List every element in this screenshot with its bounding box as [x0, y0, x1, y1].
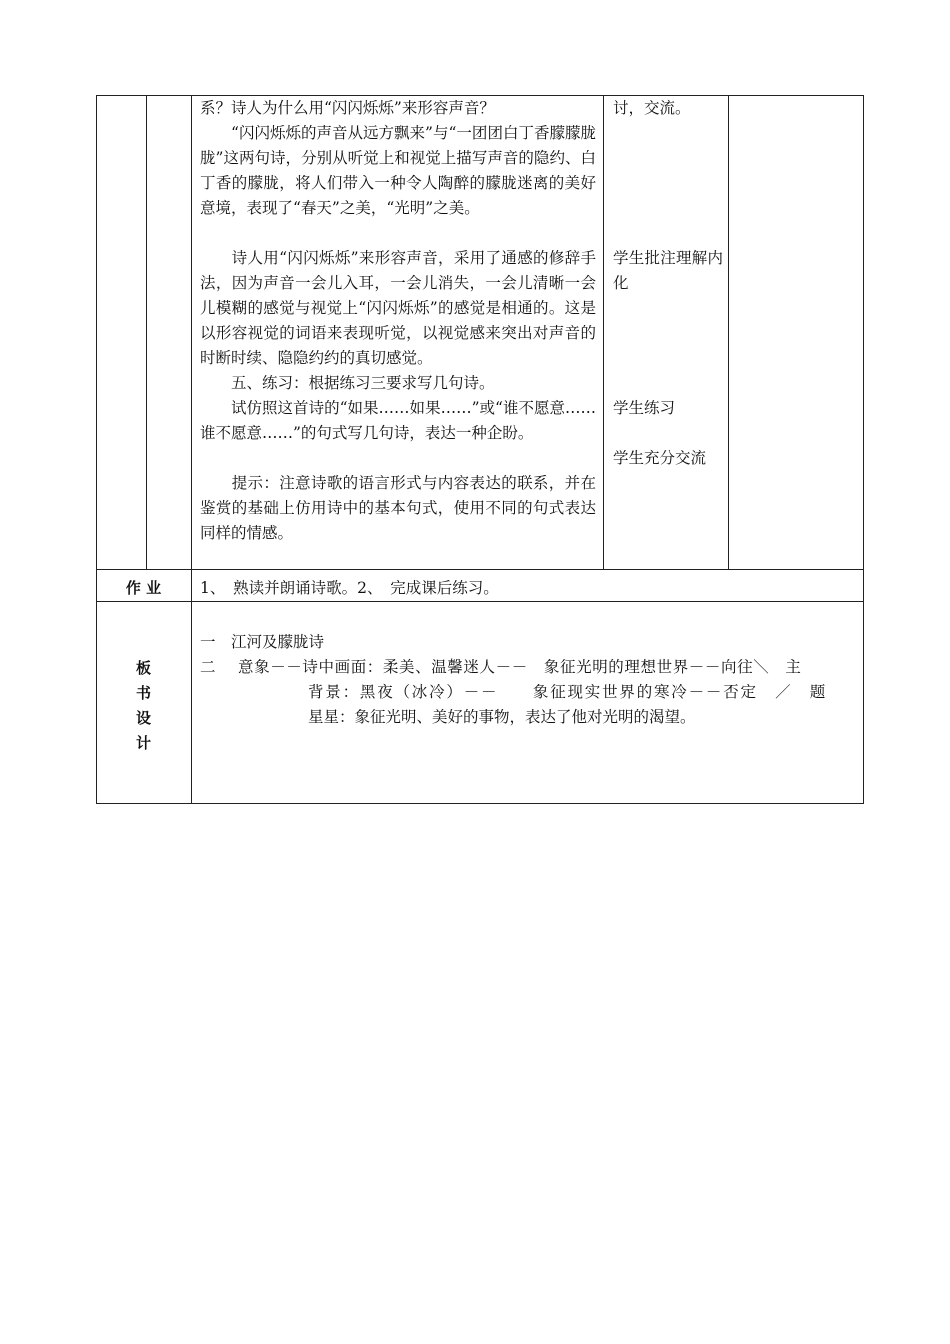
content-paragraph-1: 系？诗人为什么用“闪闪烁烁”来形容声音？ — [200, 99, 495, 117]
homework-label: 作 业 — [125, 579, 162, 597]
board-label-char-3: 设 — [135, 709, 151, 727]
content-paragraph-2: “闪闪烁烁的声音从远方飘来”与“一团团白丁香朦朦胧胧”这两句诗，分别从听觉上和视觉上描写声音的隐约、白丁香的朦胧，将人们带入一种令人陶醉的朦胧迷离的美好意境，表现了“春天”之美，“光明”之美。 — [200, 124, 596, 217]
activity-practice: 学生练习 — [613, 399, 676, 417]
content-paragraph-6: 提示：注意诗歌的语言形式与内容表达的联系，并在鉴赏的基础上仿用诗中的基本句式，使用不同的句式表达同样的情感。 — [200, 474, 596, 542]
column-divider-label — [191, 95, 192, 804]
column-divider-activity — [728, 95, 729, 569]
board-line-3: 背景：黑夜（冰冷）－－ 象征现实世界的寒冷－－否定 ／ 题 — [308, 683, 828, 701]
table-border-bottom — [96, 803, 864, 804]
board-label-char-1: 板 — [135, 659, 151, 677]
board-line-2-prefix: 二 — [200, 658, 216, 676]
homework-row-top — [96, 569, 864, 570]
board-line-2: 意象－－诗中画面：柔美、温馨迷人－－ 象征光明的理想世界－－向往＼ 主 — [238, 658, 802, 676]
activity-share: 学生充分交流 — [613, 449, 707, 467]
board-label-char-4: 计 — [135, 734, 151, 752]
column-divider-1 — [146, 95, 147, 569]
board-line-1: 一 江河及朦胧诗 — [200, 633, 325, 651]
column-divider-content — [603, 95, 604, 569]
activity-annotate: 学生批注理解内化 — [613, 249, 723, 292]
table-border-right — [863, 95, 864, 804]
board-label-char-2: 书 — [135, 684, 151, 702]
content-paragraph-5: 试仿照这首诗的“如果……如果……”或“谁不愿意……谁不愿意……”的句式写几句诗，表达一种企盼。 — [200, 399, 596, 442]
activity-discuss: 讨，交流。 — [613, 99, 691, 117]
content-paragraph-3: 诗人用“闪闪烁烁”来形容声音，采用了通感的修辞手法，因为声音一会儿入耳，一会儿消失，一会儿清晰一会儿模糊的感觉与视觉上“闪闪烁烁”的感觉是相通的。这是以形容视觉的词语来表现听觉，以视觉感来突出对声音的时断时续、隐隐约约的真切感觉。 — [200, 249, 596, 367]
content-paragraph-4: 五、练习：根据练习三要求写几句诗。 — [200, 374, 495, 392]
board-row-top — [96, 601, 864, 602]
homework-text: 1、 熟读并朗诵诗歌。2、 完成课后练习。 — [200, 579, 499, 597]
board-line-4: 星星：象征光明、美好的事物，表达了他对光明的渴望。 — [308, 708, 696, 726]
